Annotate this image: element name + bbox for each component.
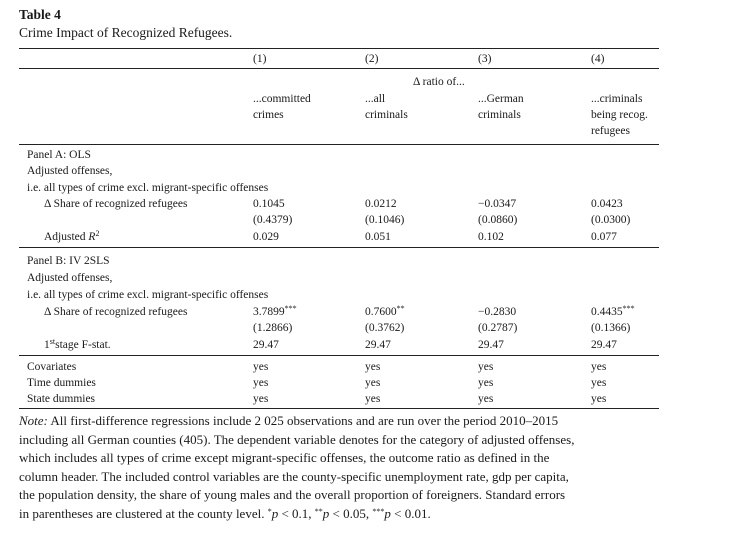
col-number-2: (2): [365, 53, 379, 65]
panel-a-coef-3: −0.0347: [478, 198, 517, 210]
control-value: yes: [478, 393, 494, 405]
note-label: Note:: [19, 413, 48, 428]
control-value: yes: [591, 377, 607, 389]
col-number-3: (3): [478, 53, 492, 65]
panel-b-fstat-1: 29.47: [253, 339, 279, 351]
panel-a-r2-3: 0.102: [478, 231, 504, 243]
table-caption: Crime Impact of Recognized Refugees.: [19, 25, 233, 40]
panel-a-coef-2: 0.0212: [365, 198, 397, 210]
panel-b-sub1: Adjusted offenses,: [27, 272, 113, 284]
panel-b-fstat-3: 29.47: [478, 339, 504, 351]
panel-b-sub2: i.e. all types of crime excl. migrant-specific offenses: [27, 289, 269, 301]
panel-b-rule: [19, 355, 659, 356]
panel-a-r2-4: 0.077: [591, 231, 617, 243]
panel-b-se-4: (0.1366): [591, 322, 631, 334]
panel-b-title: Panel B: IV 2SLS: [27, 255, 110, 267]
table-label: Table 4: [19, 7, 61, 22]
control-value: yes: [591, 393, 607, 405]
control-value: yes: [365, 361, 381, 373]
panel-a-rule: [19, 247, 659, 248]
control-value: yes: [478, 361, 494, 373]
panel-a-se-4: (0.0300): [591, 214, 631, 226]
col-header-1: ...committed crimes: [253, 93, 311, 121]
col-header-3: ...German criminals: [478, 93, 524, 121]
control-value: yes: [253, 361, 269, 373]
control-label-state-dummies: State dummies: [27, 393, 96, 405]
control-value: yes: [365, 377, 381, 389]
panel-b-se-1: (1.2866): [253, 322, 293, 334]
panel-b-coef-4: 0.4435***: [591, 304, 635, 318]
panel-a-sub1: Adjusted offenses,: [27, 165, 113, 177]
control-label-time-dummies: Time dummies: [27, 377, 96, 389]
bottom-rule: [19, 408, 659, 409]
span-header: Δ ratio of...: [413, 76, 465, 88]
panel-a-coef-1: 0.1045: [253, 198, 285, 210]
panel-a-r2-label: Adjusted $R^2$: [44, 229, 100, 243]
panel-b-coef-1: 3.7899***: [253, 304, 297, 318]
col-header-4: ...criminals being recog. refugees: [591, 93, 648, 137]
panel-a-coef-4: 0.0423: [591, 198, 623, 210]
panel-a-r2-1: 0.029: [253, 231, 279, 243]
panel-b-fstat-label: 1ststage F-stat.: [44, 337, 111, 351]
control-value: yes: [365, 393, 381, 405]
panel-a-se-2: (0.1046): [365, 214, 405, 226]
panel-b-fstat-2: 29.47: [365, 339, 391, 351]
col-number-4: (4): [591, 53, 605, 65]
panel-b-coef-2: 0.7600**: [365, 304, 405, 318]
panel-a-share-label: Δ Share of recognized refugees: [44, 198, 188, 210]
control-value: yes: [591, 361, 607, 373]
col-number-1: (1): [253, 53, 267, 65]
top-rule: [19, 48, 659, 49]
panel-b-fstat-4: 29.47: [591, 339, 617, 351]
panel-b-se-2: (0.3762): [365, 322, 405, 334]
panel-a-r2-2: 0.051: [365, 231, 391, 243]
panel-b-share-label: Δ Share of recognized refugees: [44, 306, 188, 318]
panel-a-sub2: i.e. all types of crime excl. migrant-specific offenses: [27, 182, 269, 194]
header-rule: [19, 144, 659, 145]
col-header-2: ...all criminals: [365, 93, 408, 121]
panel-a-se-1: (0.4379): [253, 214, 293, 226]
panel-b-se-3: (0.2787): [478, 322, 518, 334]
panel-a-title: Panel A: OLS: [27, 149, 91, 161]
panel-b-coef-3: −0.2830: [478, 306, 517, 318]
note-significance-line: in parentheses are clustered at the county level. *p < 0.1, **p < 0.05, ***p < 0.01.: [19, 505, 431, 521]
control-value: yes: [478, 377, 494, 389]
control-label-covariates: Covariates: [27, 361, 77, 373]
table-note: Note: All first-difference regressions include 2 025 observations and are run over the period 2010–2015 including all German counties (405). The dependent variable denotes for the category of adjusted offenses, which includes all types of crime except migrant-specific offenses, the outcome ratio as defined in the column header. The included control variables are the county-specific unemployment rate, gdp per capita, the population density, the share of young males and the overall proportion of foreigners. Standard errors in parentheses are clustered at the county level. *p < 0.1, **p < 0.05, ***p < 0.01.: [19, 412, 667, 524]
panel-a-se-3: (0.0860): [478, 214, 518, 226]
control-value: yes: [253, 377, 269, 389]
numbers-rule: [19, 68, 659, 69]
control-value: yes: [253, 393, 269, 405]
